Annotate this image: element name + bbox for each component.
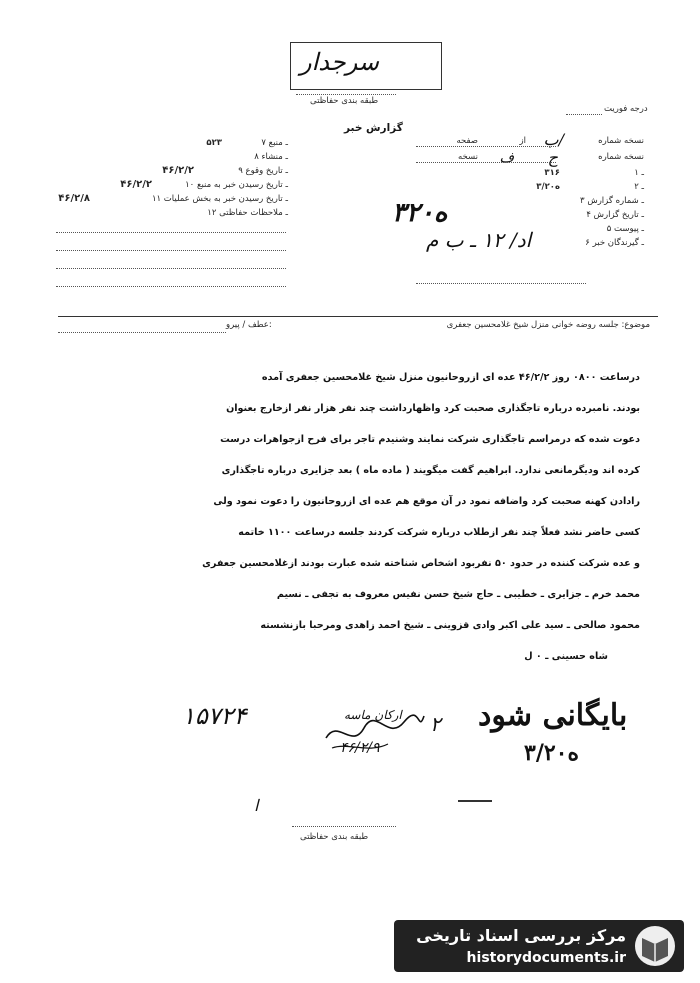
classification-top: طبقه بندی حفاظتی — [310, 96, 379, 106]
archive-note: بایگانی شود — [478, 698, 628, 733]
left-field-row: ۱۲ ـ ملاحظات حفاظتی — [207, 208, 288, 218]
top-handwriting: سرجدار — [300, 48, 380, 76]
handwritten-number: ۱۵۷۲۴ — [182, 702, 247, 730]
bottom-stroke — [458, 800, 492, 802]
archive-mark: ۲ — [430, 712, 441, 736]
right-field-row: ۵ ـ پیوست — [606, 224, 644, 234]
book-logo-icon — [632, 924, 678, 968]
body-line: بودند. نامبرده درباره تاجگذاری صحبت کرد واظهارداشت چند نفر هزار نفر ازخارج بعنوان — [226, 403, 640, 414]
related-label: عطف / پیرو: — [226, 320, 272, 330]
body-line: کرده اند ودیگرمانعی ندارد. ابراهیم گفت میگویند ( ماده ماه ) بعد جزایری درباره تاجگذاری — [221, 465, 640, 476]
right-field-row: نسخه شماره از صفحه ب/ — [456, 130, 644, 149]
report-title: گزارش خبر — [344, 122, 403, 134]
right-field-row: ۳ ـ شماره گزارش — [580, 196, 644, 206]
left-fields — [44, 138, 288, 222]
report-body — [60, 372, 640, 682]
handwritten-code: ۳ه۲۰ — [392, 198, 448, 228]
body-line: محمود صالحی ـ سید علی اکبر وادی قزوینی ـ شیخ احمد زاهدی ومرحبا بازنشسته — [260, 620, 640, 631]
body-line: دعوت شده که درمراسم تاجگذاری شرکت نمایند وشنیدم تاجر برای فرح ازجواهرات درست — [220, 434, 640, 445]
archive-code: ۳/ه۲۰ — [524, 740, 580, 766]
right-field-row: ۱ ـ ۳۱۶ — [544, 168, 644, 178]
right-field-row: ۲ ـ ۳/ه۲۰ — [536, 182, 644, 192]
watermark-title: مرکز بررسی اسناد تاریخی — [416, 926, 626, 945]
body-line: و عده شرکت کننده در حدود ۵۰ نفربود اشخاص شناخته شده عبارت بودند ازغلامحسین جعفری — [202, 558, 640, 569]
left-field-row: ۷ ـ منبع ۵۲۳ — [206, 138, 288, 148]
handwritten-note: اد/ ۱۲ ـ ب م — [426, 228, 532, 252]
body-line: رادادن کهنه صحبت کرد واضافه نمود در آن موقع هم عده ای ازروحانیون را دعوت نمود ولی — [213, 496, 640, 507]
left-field-row: ۸ ـ منشاء — [254, 152, 288, 162]
body-line: شاه حسینی ـ ۰ ل — [524, 651, 608, 662]
subject-line: موضوع: جلسه روضه خوانی منزل شیخ غلامحسین جعفری — [446, 320, 650, 330]
signature-text: ارکان ماسه — [344, 708, 402, 722]
bottom-mark: ا — [254, 796, 259, 815]
classification-bottom: طبقه بندی حفاظتی — [300, 832, 369, 842]
divider — [58, 316, 658, 317]
signature-date: ۴۶/۲/۹ — [340, 740, 380, 756]
body-line: محمد خرم ـ جزایری ـ خطیبی ـ حاج شیخ حسن نفیس معروف به تجفی ـ نسیم — [276, 589, 640, 600]
left-field-row: ۱۰ ـ تاریخ رسیدن خبر به منبع ۴۶/۲/۲ — [120, 179, 288, 190]
right-field-row: نسخه شماره نسخه ح ف — [458, 148, 644, 167]
watermark-logo — [632, 924, 678, 968]
left-field-row: ۱۱ ـ تاریخ رسیدن خبر به بخش عملیات ۴۶/۲/۸ — [58, 193, 288, 204]
left-field-row: ۹ ـ تاریخ وقوع ۴۶/۲/۲ — [162, 165, 288, 176]
body-line: درساعت ۰۸۰۰ روز ۴۶/۲/۲ عده ای ازروحانیون منزل شیخ غلامحسین جعفری آمده — [261, 372, 640, 383]
right-field-row: ۶ ـ گیرندگان خبر — [585, 238, 644, 248]
watermark-url: historydocuments.ir — [466, 950, 626, 966]
right-field-row: ۴ ـ تاریخ گزارش — [586, 210, 644, 220]
body-line: کسی حاضر نشد فعلاً چند نفر ازطلاب درباره شرکت کردند جلسه درساعت ۱۱۰۰ خاتمه — [238, 527, 640, 538]
priority-label: درجه فوریت — [604, 104, 648, 114]
